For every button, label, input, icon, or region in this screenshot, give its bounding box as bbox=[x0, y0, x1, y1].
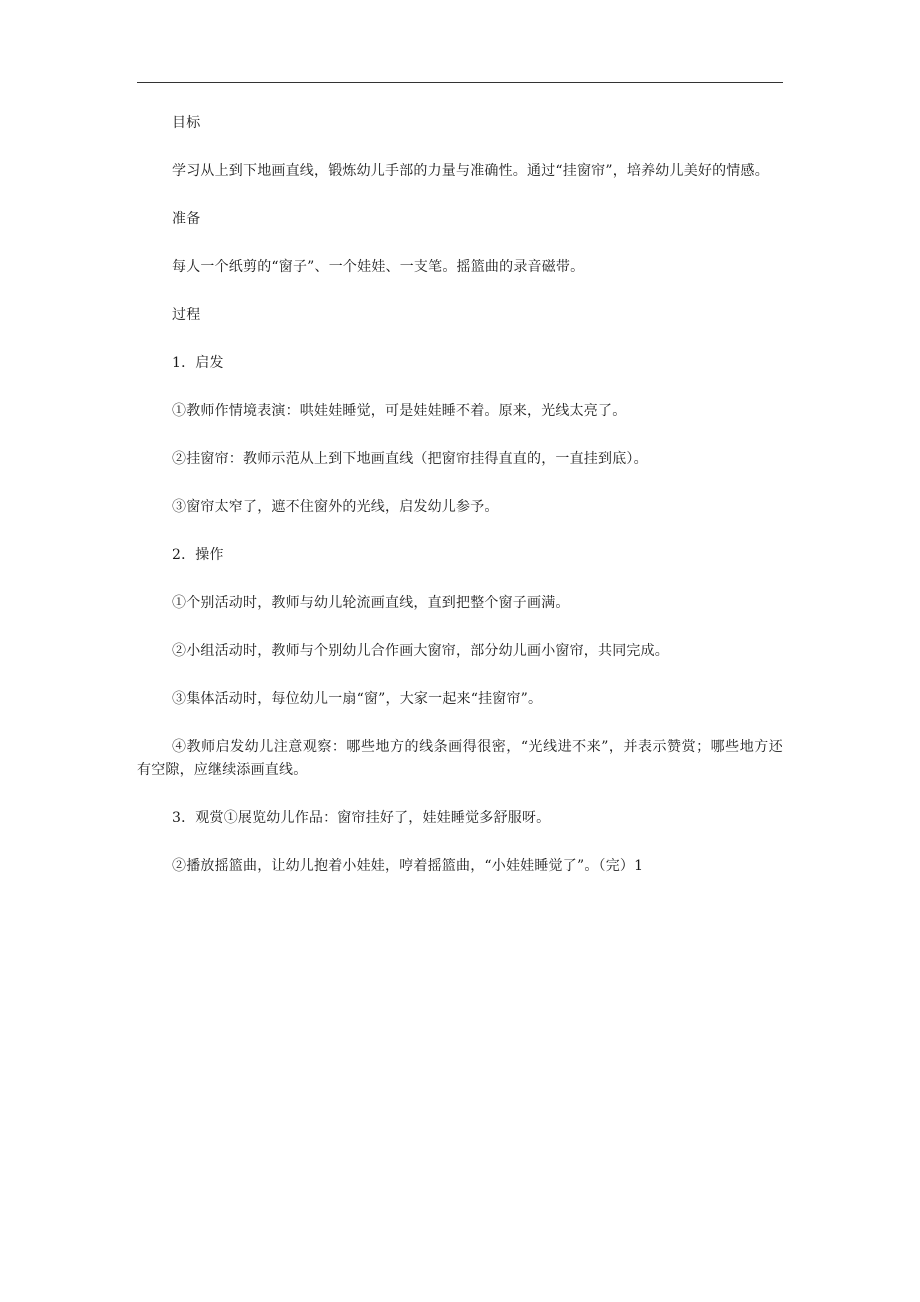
heading-preparation: 准备 bbox=[172, 211, 201, 227]
step-2-heading: 2．操作 bbox=[172, 547, 224, 563]
document-body bbox=[137, 112, 783, 903]
step-1-heading: 1．启发 bbox=[172, 355, 224, 371]
header-rule bbox=[137, 82, 783, 83]
step-3-item-2: ②播放摇篮曲，让幼儿抱着小娃娃，哼着摇篮曲，“小娃娃睡觉了”。（完）1 bbox=[172, 858, 644, 874]
step-1-item-3: ③窗帘太窄了，遮不住窗外的光线，启发幼儿参予。 bbox=[172, 499, 499, 515]
step-2-item-1: ①个别活动时，教师与幼儿轮流画直线，直到把整个窗子画满。 bbox=[172, 595, 570, 611]
step-2-item-3: ③集体活动时，每位幼儿一扇“窗”，大家一起来“挂窗帘”。 bbox=[172, 691, 543, 707]
step-1-item-2: ②挂窗帘：教师示范从上到下地画直线（把窗帘挂得直直的，一直挂到底）。 bbox=[172, 451, 648, 467]
heading-goal: 目标 bbox=[172, 115, 201, 131]
step-2-item-4: ④教师启发幼儿注意观察：哪些地方的线条画得很密，“光线进不来”，并表示赞赏；哪些地方还有空隙，应继续添画直线。 bbox=[137, 739, 783, 778]
preparation-text: 每人一个纸剪的“窗子”、一个娃娃、一支笔。摇篮曲的录音磁带。 bbox=[172, 259, 585, 275]
heading-process: 过程 bbox=[172, 307, 201, 323]
step-3-item-1: 3．观赏①展览幼儿作品：窗帘挂好了，娃娃睡觉多舒服呀。 bbox=[172, 810, 551, 826]
step-1-item-1: ①教师作情境表演：哄娃娃睡觉，可是娃娃睡不着。原来，光线太亮了。 bbox=[172, 403, 627, 419]
step-2-item-2: ②小组活动时，教师与个别幼儿合作画大窗帘，部分幼儿画小窗帘，共同完成。 bbox=[172, 643, 669, 659]
goal-text: 学习从上到下地画直线，锻炼幼儿手部的力量与准确性。通过“挂窗帘”，培养幼儿美好的情感。 bbox=[172, 163, 769, 179]
